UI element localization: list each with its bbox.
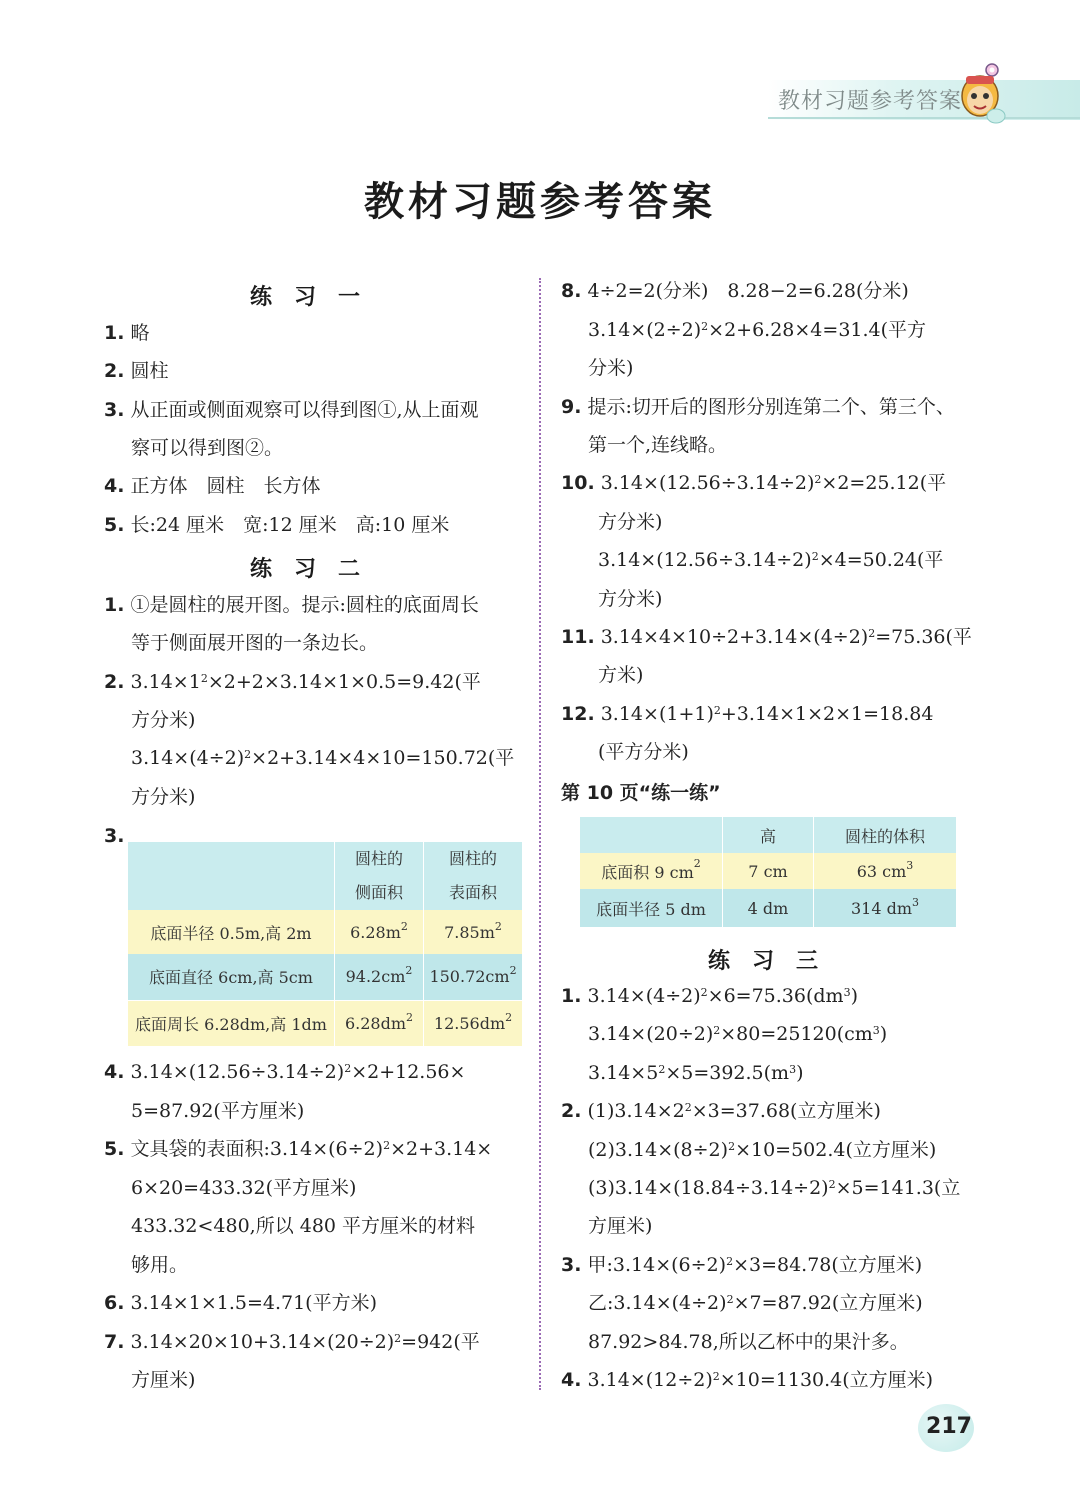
answer-2-3: 3.	[104, 825, 125, 847]
answer-2-5: 5. 文具袋的表面积$:3.14\times(6\div 2)^2\times 2+3.14\times$	[104, 1138, 493, 1160]
answer-2-10-cont: 方分米)	[598, 511, 663, 533]
answer-1-4: 4. 正方体 圆柱 长方体	[104, 475, 321, 497]
header-underline	[768, 117, 1080, 119]
answer-3-2-line4: 方厘米)	[588, 1215, 653, 1237]
cell-surface: $7.85m^2$	[424, 910, 523, 954]
answer-1-3-cont: 察可以得到图②。	[131, 437, 284, 459]
answer-3-1: 1. $3.14\times(4\div 2)^2\times 6=75.36(dm^3)$	[561, 985, 858, 1007]
answer-2-4: 4. $3.14\times(12.56\div 3.14\div 2)^2\times 2+12.56\times$	[104, 1061, 466, 1083]
practice-heading: 第 10 页“练一练”	[561, 782, 721, 804]
answer-3-4: 4. $3.14\times(12\div 2)^2\times 10=1130.4$(立方厘米)	[561, 1369, 934, 1391]
answer-3-3: 3. 甲$:3.14\times(6\div 2)^2\times 3=84.78$(立方厘米)	[561, 1254, 923, 1276]
cell-height: 7 cm	[723, 853, 814, 889]
answer-2-2-cont: 方分米)	[131, 709, 196, 731]
cell-lateral: $6.28dm^2$	[335, 1000, 424, 1046]
cell-volume: 314 $dm^3$	[814, 889, 957, 927]
answer-2-8-line2: $3.14\times(2\div 2)^2\times 2+6.28\times 4=31.4$(平方	[588, 319, 927, 341]
row-label: 底面半径 0.5m,高 2m	[128, 910, 335, 954]
table-cylinder-volume	[580, 817, 956, 927]
answer-2-2-line4: 方分米)	[131, 786, 196, 808]
row-label: 底面积 9 $cm^2$	[580, 853, 723, 889]
page-number: 217	[926, 1414, 972, 1439]
cell-volume: 63 $cm^3$	[814, 853, 957, 889]
answer-2-1: 1. ①是圆柱的展开图。提示:圆柱的底面周长	[104, 594, 479, 616]
table-corner	[128, 842, 335, 910]
table-cylinder-areas	[128, 842, 522, 1046]
answer-1-2: 2. 圆柱	[104, 360, 169, 382]
row-label: 底面周长 6.28dm,高 1dm	[128, 1000, 335, 1046]
mascot-icon	[952, 60, 1012, 126]
answer-2-4-cont: 5=87.92(平方厘米)	[131, 1100, 305, 1122]
cell-surface: $12.56dm^2$	[424, 1000, 523, 1046]
answer-3-2-line2: $(2)3.14\times(8\div 2)^2\times 10=502.4$(立方厘米)	[588, 1139, 937, 1161]
table-header-surface: 圆柱的 表面积	[424, 842, 523, 910]
row-label: 底面直径 6cm,高 5cm	[128, 954, 335, 1000]
answer-3-1-line2: $3.14\times(20\div 2)^2\times 80=25120(cm^3)$	[588, 1023, 888, 1045]
table-row	[128, 910, 522, 954]
answer-2-10-line4: 方分米)	[598, 588, 663, 610]
answer-2-11-cont: 方米)	[598, 664, 644, 686]
answer-2-10-line3: $3.14\times(12.56\div 3.14\div 2)^2\times 4=50.24$(平	[598, 549, 944, 571]
answer-2-8-line3: 分米)	[588, 357, 634, 379]
table-row	[128, 1000, 522, 1046]
answer-2-2: 2. $3.14\times 1^2\times 2+2\times 3.14\times 1\times 0.5=9.42$(平	[104, 671, 481, 693]
section-title-exercise-3: 练 习 三	[708, 949, 819, 974]
answer-2-5-line3: 433.32<480,所以 480 平方厘米的材料	[131, 1215, 476, 1237]
section-title-exercise-2: 练 习 二	[250, 557, 361, 582]
cell-height: 4 dm	[723, 889, 814, 927]
answer-2-12-cont: (平方分米)	[598, 741, 689, 763]
answer-3-3-line2: 乙$:3.14\times(4\div 2)^2\times 7=87.92$(立方厘米)	[588, 1292, 923, 1314]
answer-1-1: 1. 略	[104, 322, 150, 344]
header-label: 教材习题参考答案	[778, 89, 963, 114]
answer-3-3-line3: 87.92>84.78,所以乙杯中的果汁多。	[588, 1331, 909, 1353]
answer-1-5: 5. 长:24 厘米 宽:12 厘米 高:10 厘米	[104, 514, 450, 536]
answer-2-7: 7. $3.14\times 20\times 10+3.14\times(20\div 2)^2=942$(平	[104, 1331, 480, 1353]
column-divider	[539, 278, 541, 1390]
table-header-lateral: 圆柱的 侧面积	[335, 842, 424, 910]
answer-2-5-line4: 够用。	[131, 1254, 189, 1276]
answer-2-7-cont: 方厘米)	[131, 1369, 196, 1391]
answer-2-9: 9. 提示:切开后的图形分别连第二个、第三个、	[561, 396, 955, 418]
table-corner	[580, 817, 723, 853]
table-header-volume: 圆柱的体积	[814, 817, 957, 853]
row-label: 底面半径 5 dm	[580, 889, 723, 927]
answer-2-2-line3: $3.14\times(4\div 2)^2\times 2+3.14\times 4\times 10=150.72$(平	[131, 747, 515, 769]
section-title-exercise-1: 练 习 一	[250, 285, 361, 310]
answer-2-12: 12. $3.14\times(1+1)^2+3.14\times 1\times 2\times 1=18.84$	[561, 703, 934, 725]
page-title: 教材习题参考答案	[364, 179, 716, 225]
table-row	[580, 853, 956, 889]
answer-2-9-cont: 第一个,连线略。	[588, 434, 728, 456]
answer-2-1-cont: 等于侧面展开图的一条边长。	[131, 632, 379, 654]
answer-2-10: 10. $3.14\times(12.56\div 3.14\div 2)^2\times 2=25.12$(平	[561, 472, 947, 494]
answer-3-1-line3: $3.14\times 5^2\times 5=392.5(m^3)$	[588, 1062, 804, 1084]
answer-2-8: 8. 4÷2=2(分米) 8.28−2=6.28(分米)	[561, 280, 909, 302]
table-header-height: 高	[723, 817, 814, 853]
cell-lateral: $6.28m^2$	[335, 910, 424, 954]
cell-lateral: $94.2cm^2$	[335, 954, 424, 1000]
answer-2-6: 6. 3.14×1×1.5=4.71(平方米)	[104, 1292, 377, 1314]
cell-surface: $150.72cm^2$	[424, 954, 523, 1000]
table-row	[580, 889, 956, 927]
answer-2-11: 11. $3.14\times 4\times 10\div 2+3.14\times(4\div 2)^2=75.36$(平	[561, 626, 972, 648]
answer-2-5-cont: 6×20=433.32(平方厘米)	[131, 1177, 357, 1199]
answer-3-2: 2. $(1)3.14\times 2^2\times 3=37.68$(立方厘米)	[561, 1100, 881, 1122]
table-row	[128, 954, 522, 1000]
answer-1-3: 3. 从正面或侧面观察可以得到图①,从上面观	[104, 399, 479, 421]
answer-3-2-line3: $(3)3.14\times(18.84\div 3.14\div 2)^2\times 5=141.3$(立	[588, 1177, 961, 1199]
